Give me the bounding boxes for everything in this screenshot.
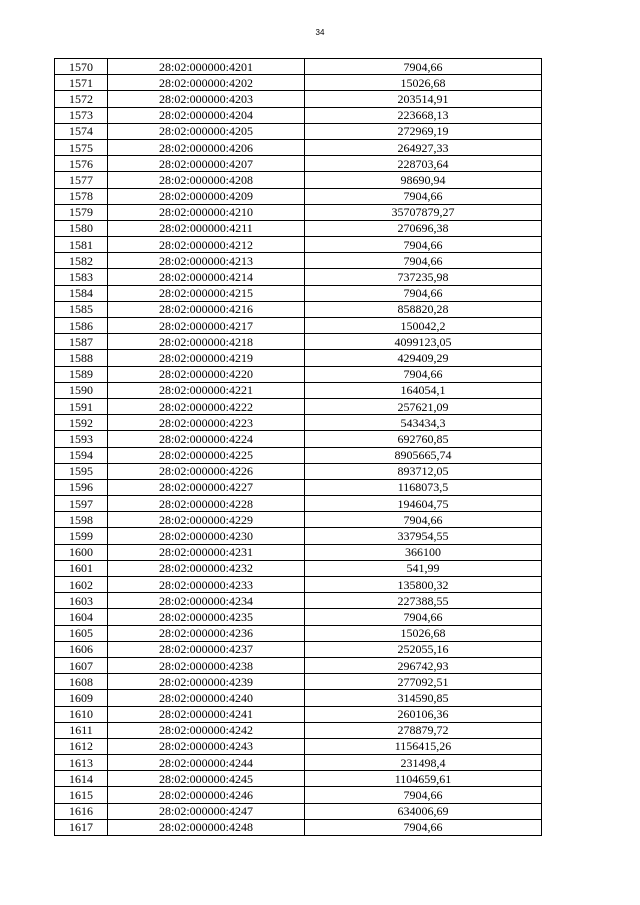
value-cell: 858820,28: [305, 301, 542, 317]
table-row: [55, 641, 542, 657]
cadastral-number-cell: 28:02:000000:4238: [108, 657, 305, 673]
row-number-cell: 1595: [55, 463, 108, 479]
row-number-cell: 1586: [55, 318, 108, 334]
row-number-cell: 1593: [55, 431, 108, 447]
row-number-cell: 1617: [55, 819, 108, 835]
table-row: [55, 738, 542, 754]
row-number-cell: 1599: [55, 528, 108, 544]
table-row: [55, 544, 542, 560]
table-row: [55, 593, 542, 609]
table-row: [55, 657, 542, 673]
value-cell: 7904,66: [305, 188, 542, 204]
table-row: [55, 577, 542, 593]
cadastral-number-cell: 28:02:000000:4248: [108, 819, 305, 835]
row-number-cell: 1602: [55, 577, 108, 593]
table-row: [55, 398, 542, 414]
cadastral-number-cell: 28:02:000000:4215: [108, 285, 305, 301]
row-number-cell: 1592: [55, 415, 108, 431]
cadastral-number-cell: 28:02:000000:4221: [108, 382, 305, 398]
cadastral-number-cell: 28:02:000000:4235: [108, 609, 305, 625]
table-row: [55, 139, 542, 155]
row-number-cell: 1588: [55, 350, 108, 366]
cadastral-number-cell: 28:02:000000:4230: [108, 528, 305, 544]
cadastral-number-cell: 28:02:000000:4227: [108, 479, 305, 495]
value-cell: 429409,29: [305, 350, 542, 366]
cadastral-number-cell: 28:02:000000:4233: [108, 577, 305, 593]
table-row: [55, 382, 542, 398]
table-row: [55, 123, 542, 139]
table-row: [55, 172, 542, 188]
cadastral-value-table: [54, 58, 542, 836]
value-cell: 4099123,05: [305, 334, 542, 350]
value-cell: 277092,51: [305, 674, 542, 690]
cadastral-number-cell: 28:02:000000:4236: [108, 625, 305, 641]
cadastral-number-cell: 28:02:000000:4219: [108, 350, 305, 366]
table-row: [55, 819, 542, 835]
table-row: [55, 787, 542, 803]
value-cell: 260106,36: [305, 706, 542, 722]
cadastral-number-cell: 28:02:000000:4212: [108, 237, 305, 253]
row-number-cell: 1596: [55, 479, 108, 495]
value-cell: 227388,55: [305, 593, 542, 609]
row-number-cell: 1583: [55, 269, 108, 285]
table-row: [55, 771, 542, 787]
table-row: [55, 237, 542, 253]
cadastral-number-cell: 28:02:000000:4207: [108, 156, 305, 172]
table-row: [55, 706, 542, 722]
value-cell: 35707879,27: [305, 204, 542, 220]
table-row: [55, 188, 542, 204]
value-cell: 7904,66: [305, 59, 542, 75]
value-cell: 1156415,26: [305, 738, 542, 754]
cadastral-number-cell: 28:02:000000:4237: [108, 641, 305, 657]
table-row: [55, 366, 542, 382]
value-cell: 314590,85: [305, 690, 542, 706]
value-cell: 7904,66: [305, 787, 542, 803]
table-body: [55, 59, 542, 836]
value-cell: 8905665,74: [305, 447, 542, 463]
table-row: [55, 220, 542, 236]
table-row: [55, 59, 542, 75]
value-cell: 150042,2: [305, 318, 542, 334]
row-number-cell: 1615: [55, 787, 108, 803]
value-cell: 634006,69: [305, 803, 542, 819]
value-cell: 223668,13: [305, 107, 542, 123]
cadastral-number-cell: 28:02:000000:4208: [108, 172, 305, 188]
cadastral-number-cell: 28:02:000000:4201: [108, 59, 305, 75]
table-row: [55, 803, 542, 819]
value-cell: 270696,38: [305, 220, 542, 236]
value-cell: 541,99: [305, 560, 542, 576]
cadastral-number-cell: 28:02:000000:4229: [108, 512, 305, 528]
table-row: [55, 334, 542, 350]
cadastral-number-cell: 28:02:000000:4239: [108, 674, 305, 690]
cadastral-number-cell: 28:02:000000:4225: [108, 447, 305, 463]
value-cell: 7904,66: [305, 819, 542, 835]
row-number-cell: 1589: [55, 366, 108, 382]
cadastral-number-cell: 28:02:000000:4210: [108, 204, 305, 220]
table-row: [55, 479, 542, 495]
value-cell: 7904,66: [305, 512, 542, 528]
row-number-cell: 1594: [55, 447, 108, 463]
cadastral-number-cell: 28:02:000000:4241: [108, 706, 305, 722]
value-cell: 366100: [305, 544, 542, 560]
cadastral-number-cell: 28:02:000000:4205: [108, 123, 305, 139]
row-number-cell: 1591: [55, 398, 108, 414]
value-cell: 1168073,5: [305, 479, 542, 495]
row-number-cell: 1587: [55, 334, 108, 350]
row-number-cell: 1574: [55, 123, 108, 139]
value-cell: 164054,1: [305, 382, 542, 398]
row-number-cell: 1579: [55, 204, 108, 220]
cadastral-number-cell: 28:02:000000:4214: [108, 269, 305, 285]
value-cell: 692760,85: [305, 431, 542, 447]
cadastral-number-cell: 28:02:000000:4217: [108, 318, 305, 334]
row-number-cell: 1576: [55, 156, 108, 172]
table-row: [55, 75, 542, 91]
cadastral-number-cell: 28:02:000000:4209: [108, 188, 305, 204]
row-number-cell: 1577: [55, 172, 108, 188]
row-number-cell: 1582: [55, 253, 108, 269]
table-row: [55, 722, 542, 738]
value-cell: 264927,33: [305, 139, 542, 155]
cadastral-number-cell: 28:02:000000:4234: [108, 593, 305, 609]
row-number-cell: 1572: [55, 91, 108, 107]
value-cell: 203514,91: [305, 91, 542, 107]
cadastral-number-cell: 28:02:000000:4211: [108, 220, 305, 236]
cadastral-number-cell: 28:02:000000:4240: [108, 690, 305, 706]
table-row: [55, 496, 542, 512]
value-cell: 231498,4: [305, 755, 542, 771]
value-cell: 7904,66: [305, 253, 542, 269]
row-number-cell: 1611: [55, 722, 108, 738]
table-row: [55, 350, 542, 366]
cadastral-number-cell: 28:02:000000:4202: [108, 75, 305, 91]
row-number-cell: 1597: [55, 496, 108, 512]
table-row: [55, 301, 542, 317]
table-row: [55, 674, 542, 690]
table-row: [55, 107, 542, 123]
row-number-cell: 1601: [55, 560, 108, 576]
table-row: [55, 463, 542, 479]
cadastral-number-cell: 28:02:000000:4231: [108, 544, 305, 560]
cadastral-number-cell: 28:02:000000:4228: [108, 496, 305, 512]
row-number-cell: 1609: [55, 690, 108, 706]
value-cell: 7904,66: [305, 285, 542, 301]
value-cell: 7904,66: [305, 366, 542, 382]
value-cell: 98690,94: [305, 172, 542, 188]
cadastral-number-cell: 28:02:000000:4244: [108, 755, 305, 771]
table-row: [55, 415, 542, 431]
row-number-cell: 1612: [55, 738, 108, 754]
cadastral-number-cell: 28:02:000000:4222: [108, 398, 305, 414]
row-number-cell: 1616: [55, 803, 108, 819]
row-number-cell: 1571: [55, 75, 108, 91]
row-number-cell: 1590: [55, 382, 108, 398]
value-cell: 257621,09: [305, 398, 542, 414]
row-number-cell: 1570: [55, 59, 108, 75]
row-number-cell: 1585: [55, 301, 108, 317]
cadastral-number-cell: 28:02:000000:4223: [108, 415, 305, 431]
row-number-cell: 1605: [55, 625, 108, 641]
row-number-cell: 1610: [55, 706, 108, 722]
row-number-cell: 1614: [55, 771, 108, 787]
cadastral-number-cell: 28:02:000000:4213: [108, 253, 305, 269]
value-cell: 893712,05: [305, 463, 542, 479]
table-row: [55, 560, 542, 576]
table-row: [55, 625, 542, 641]
table-row: [55, 285, 542, 301]
cadastral-number-cell: 28:02:000000:4216: [108, 301, 305, 317]
value-cell: 296742,93: [305, 657, 542, 673]
table-row: [55, 269, 542, 285]
table-row: [55, 528, 542, 544]
value-cell: 135800,32: [305, 577, 542, 593]
value-cell: 194604,75: [305, 496, 542, 512]
table-row: [55, 512, 542, 528]
row-number-cell: 1575: [55, 139, 108, 155]
value-cell: 7904,66: [305, 609, 542, 625]
row-number-cell: 1580: [55, 220, 108, 236]
row-number-cell: 1606: [55, 641, 108, 657]
row-number-cell: 1600: [55, 544, 108, 560]
value-cell: 15026,68: [305, 75, 542, 91]
row-number-cell: 1573: [55, 107, 108, 123]
row-number-cell: 1607: [55, 657, 108, 673]
cadastral-number-cell: 28:02:000000:4220: [108, 366, 305, 382]
row-number-cell: 1613: [55, 755, 108, 771]
cadastral-number-cell: 28:02:000000:4206: [108, 139, 305, 155]
table-row: [55, 204, 542, 220]
value-cell: 252055,16: [305, 641, 542, 657]
page-number: 34: [315, 28, 325, 37]
row-number-cell: 1598: [55, 512, 108, 528]
row-number-cell: 1578: [55, 188, 108, 204]
value-cell: 272969,19: [305, 123, 542, 139]
cadastral-number-cell: 28:02:000000:4242: [108, 722, 305, 738]
table-row: [55, 447, 542, 463]
row-number-cell: 1581: [55, 237, 108, 253]
cadastral-number-cell: 28:02:000000:4247: [108, 803, 305, 819]
table-row: [55, 690, 542, 706]
cadastral-number-cell: 28:02:000000:4218: [108, 334, 305, 350]
value-cell: 278879,72: [305, 722, 542, 738]
cadastral-number-cell: 28:02:000000:4203: [108, 91, 305, 107]
table-row: [55, 156, 542, 172]
table-row: [55, 755, 542, 771]
table-row: [55, 253, 542, 269]
value-cell: 228703,64: [305, 156, 542, 172]
cadastral-number-cell: 28:02:000000:4232: [108, 560, 305, 576]
value-cell: 543434,3: [305, 415, 542, 431]
table-row: [55, 318, 542, 334]
row-number-cell: 1603: [55, 593, 108, 609]
cadastral-number-cell: 28:02:000000:4204: [108, 107, 305, 123]
table-row: [55, 609, 542, 625]
cadastral-number-cell: 28:02:000000:4226: [108, 463, 305, 479]
row-number-cell: 1608: [55, 674, 108, 690]
table-row: [55, 91, 542, 107]
value-cell: 7904,66: [305, 237, 542, 253]
row-number-cell: 1604: [55, 609, 108, 625]
value-cell: 1104659,61: [305, 771, 542, 787]
value-cell: 15026,68: [305, 625, 542, 641]
value-cell: 737235,98: [305, 269, 542, 285]
cadastral-number-cell: 28:02:000000:4245: [108, 771, 305, 787]
cadastral-number-cell: 28:02:000000:4243: [108, 738, 305, 754]
cadastral-number-cell: 28:02:000000:4246: [108, 787, 305, 803]
row-number-cell: 1584: [55, 285, 108, 301]
cadastral-number-cell: 28:02:000000:4224: [108, 431, 305, 447]
table-row: [55, 431, 542, 447]
value-cell: 337954,55: [305, 528, 542, 544]
